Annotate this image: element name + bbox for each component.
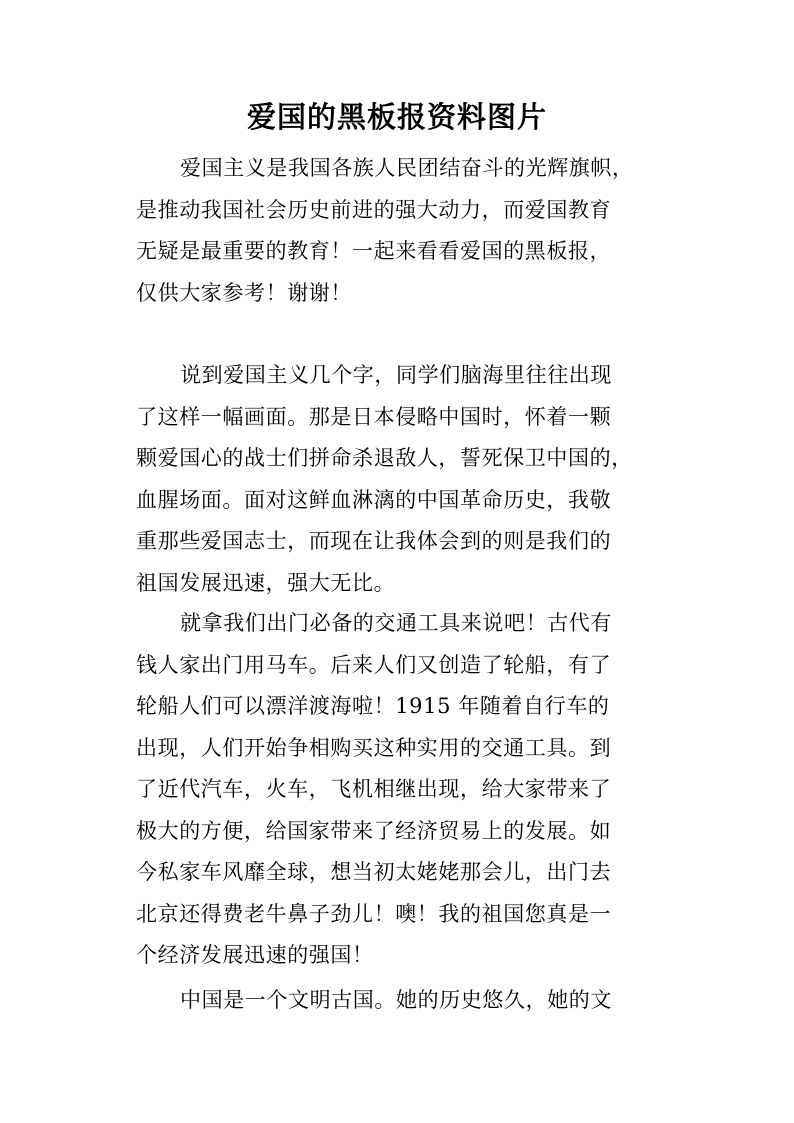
text-line: 爱国主义是我国各族人民团结奋斗的光辉旗帜，	[180, 156, 634, 180]
text-line: 北京还得费老牛鼻子劲儿！噢！我的祖国您真是一	[136, 901, 612, 926]
paragraph-intro	[136, 148, 666, 314]
page-title: 爱国的黑板报资料图片	[246, 100, 547, 134]
text-line: 中国是一个文明古国。她的历史悠久，她的文	[180, 988, 612, 1012]
text-line: 个经济发展迅速的强国！	[136, 943, 374, 967]
text-line: 仅供大家参考！谢谢！	[136, 280, 352, 305]
text-line: 钱人家出门用马车。后来人们又创造了轮船，有了	[136, 652, 612, 677]
text-line: 就拿我们出门必备的交通工具来说吧！古代有	[180, 611, 612, 635]
text-line: 出现，人们开始争相购买这种实用的交通工具。到	[136, 735, 612, 760]
text-line: 了近代汽车，火车，飞机相继出现，给大家带来了	[136, 777, 612, 801]
text-line: 极大的方便，给国家带来了经济贸易上的发展。如	[136, 818, 612, 843]
paragraph-patriotism	[136, 355, 666, 604]
paragraph-civilization	[136, 980, 666, 1022]
text-line: 祖国发展迅速，强大无比。	[136, 570, 396, 595]
text-line: 无疑是最重要的教育！一起来看看爱国的黑板报，	[136, 239, 612, 263]
text-line: 是推动我国社会历史前进的强大动力，而爱国教育	[136, 197, 612, 222]
text-line: 轮船人们可以漂洋渡海啦！1915 年随着自行车的	[136, 694, 610, 718]
text-line: 重那些爱国志士，而现在让我体会到的则是我们的	[136, 529, 612, 553]
text-line: 血腥场面。面对这鲜血淋漓的中国革命历史，我敬	[136, 487, 612, 512]
text-line: 了这样一幅画面。那是日本侵略中国时，怀着一颗	[136, 404, 612, 429]
text-line: 颗爱国心的战士们拼命杀退敌人，誓死保卫中国的，	[136, 446, 633, 470]
text-line: 说到爱国主义几个字，同学们脑海里往往出现	[180, 363, 612, 387]
paragraph-transport	[136, 603, 666, 977]
text-line: 今私家车风靡全球，想当初太姥姥那会儿，出门去	[136, 860, 612, 884]
